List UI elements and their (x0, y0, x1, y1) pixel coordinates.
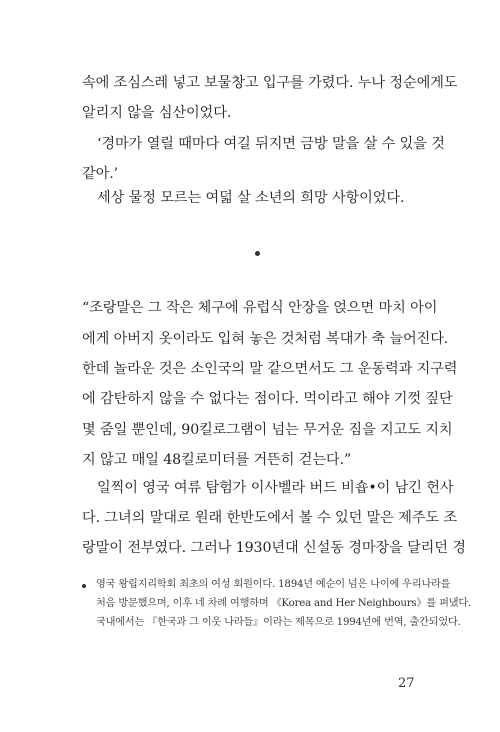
footnote-line-2: 처음 방문했으며, 이후 네 차례 여행하며 《Korea and Her Neighbours》를 펴냈다. (96, 598, 472, 609)
body-line-12: 일찍이 영국 여류 탐험가 이사벨라 버드 비숍•이 남긴 헌사 (97, 480, 454, 496)
body-line-2: 알리지 않을 심산이었다. (82, 105, 232, 121)
body-line-8: 한데 놀라운 것은 소인국의 말 같으면서도 그 운동력과 지구력 (82, 361, 458, 377)
body-line-6: “조랑말은 그 작은 체구에 유럽식 안장을 얹으면 마치 아이 (82, 300, 438, 316)
body-line-11: 지 않고 매일 48킬로미터를 거뜬히 걷는다.” (82, 452, 352, 468)
footnote-line-3: 국내에서는 『한국과 그 이웃 나라들』이라는 제목으로 1994년에 번역, 출간되었다. (96, 617, 461, 628)
body-line-4: 같아.’ (82, 166, 119, 182)
page-number: 27 (398, 676, 415, 691)
footnote-bullet (82, 584, 86, 588)
body-line-7: 에게 아버지 옷이라도 입혀 놓은 것처럼 복대가 축 늘어진다. (82, 331, 449, 347)
body-line-13: 다. 그녀의 말대로 원래 한반도에서 볼 수 있던 말은 제주도 조 (82, 510, 458, 526)
body-line-14: 랑말이 전부였다. 그러나 1930년대 신설동 경마장을 달리던 경 (82, 540, 466, 556)
section-separator-dot (255, 251, 260, 256)
body-line-1: 속에 조심스레 넣고 보물창고 입구를 가렸다. 누나 정순에게도 (82, 75, 458, 91)
footnote-line-1: 영국 왕립지리학회 최초의 여성 회원이다. 1894년 예순이 넘은 나이에 우리나라를 (96, 579, 451, 590)
body-line-10: 몇 줌일 뿐인데, 90킬로그램이 넘는 무거운 짐을 지고도 지치 (82, 422, 453, 438)
body-line-5: 세상 물정 모르는 여덟 살 소년의 희망 사항이었다. (97, 190, 405, 206)
body-line-9: 에 감탄하지 않을 수 없다는 점이다. 먹이라고 해야 기껏 짚단 (82, 391, 453, 407)
body-line-3: ‘경마가 열릴 때마다 여길 뒤지면 금방 말을 살 수 있을 것 (97, 136, 445, 152)
